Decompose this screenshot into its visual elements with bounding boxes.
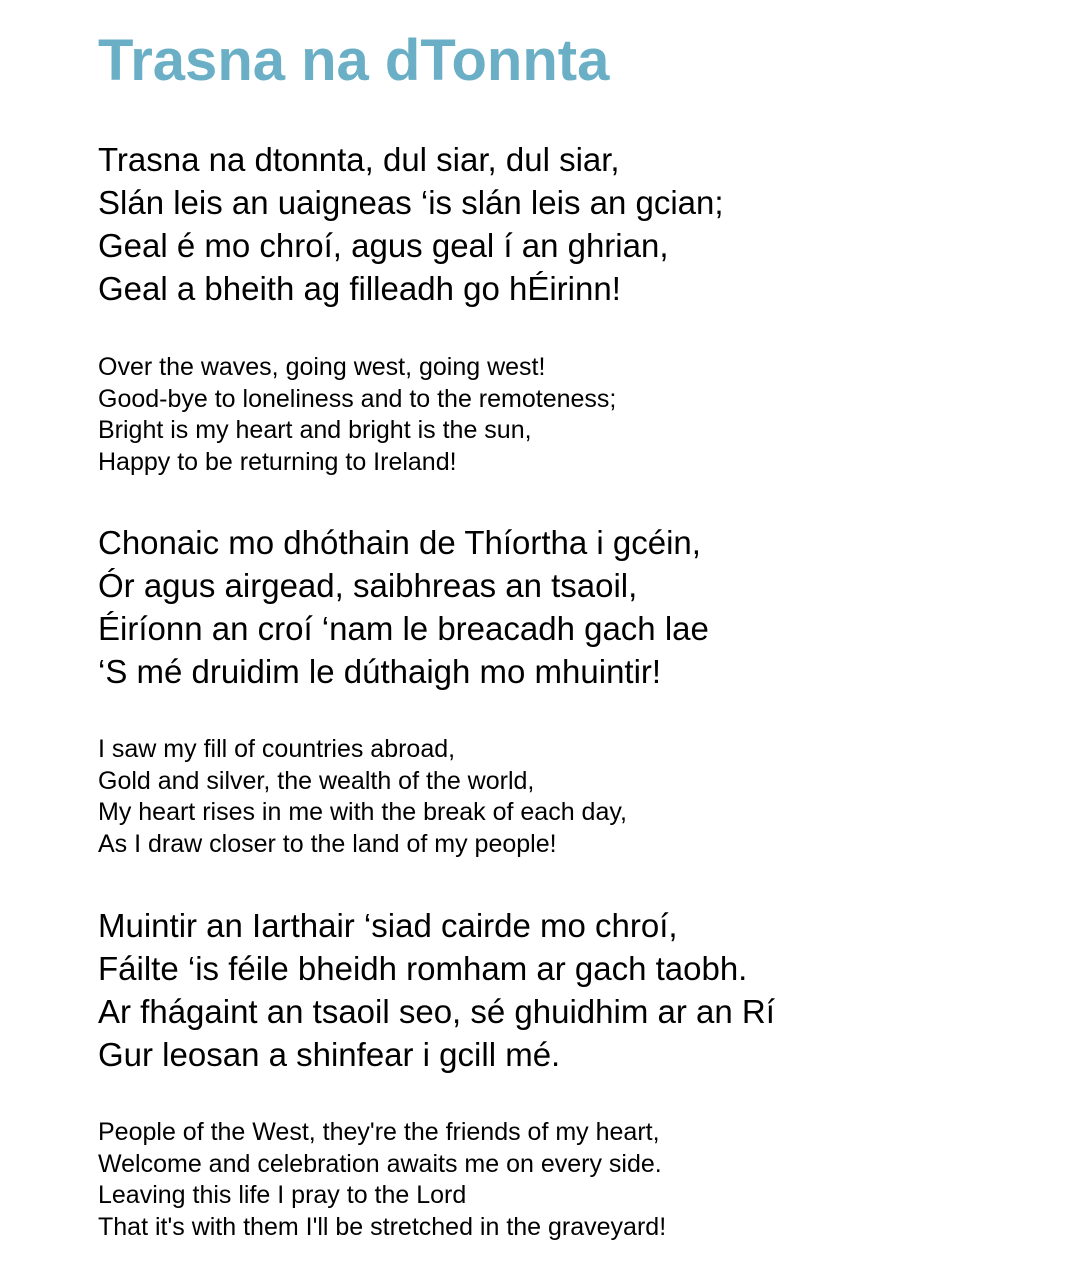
lyric-line: Ór agus airgead, saibhreas an tsaoil, (98, 567, 638, 604)
translation-line: Bright is my heart and bright is the sun, (98, 416, 532, 444)
lyric-line: Muintir an Iarthair ‘siad cairde mo chroí, (98, 907, 678, 944)
translation-line: Good-bye to loneliness and to the remoteness; (98, 384, 617, 413)
translation-line: Leaving this life I pray to the Lord (98, 1181, 467, 1209)
lyric-line: Éiríonn an croí ‘nam le breacadh gach lae (98, 610, 709, 647)
page-title: Trasna na dTonnta (98, 28, 610, 93)
lyric-line: Gur leosan a shinfear i gcill mé. (98, 1036, 561, 1073)
translation-line: Welcome and celebration awaits me on every side. (98, 1149, 662, 1178)
lyric-line: Fáilte ‘is féile bheidh romham ar gach taobh. (98, 950, 748, 987)
translation-line: That it's with them I'll be stretched in the graveyard! (98, 1212, 667, 1241)
lyric-line: Ar fhágaint an tsaoil seo, sé ghuidhim ar an Rí (98, 993, 775, 1030)
stanza-3-english (98, 1117, 666, 1243)
lyric-line: Slán leis an uaigneas ‘is slán leis an gcian; (98, 184, 724, 221)
lyric-line: ‘S mé druidim le dúthaigh mo mhuintir! (98, 653, 662, 690)
stanza-2-irish (98, 521, 709, 693)
lyric-line: Chonaic mo dhóthain de Thíortha i gcéin, (98, 524, 701, 561)
translation-line: I saw my fill of countries abroad, (98, 735, 456, 763)
stanza-3-irish (98, 904, 775, 1076)
translation-line: My heart rises in me with the break of each day, (98, 798, 627, 826)
translation-line: Gold and silver, the wealth of the world, (98, 766, 535, 795)
stanza-1-english (98, 352, 616, 478)
lyric-line: Trasna na dtonnta, dul siar, dul siar, (98, 141, 620, 178)
translation-line: Over the waves, going west, going west! (98, 353, 546, 381)
translation-line: As I draw closer to the land of my people! (98, 829, 557, 858)
stanza-2-english (98, 734, 627, 860)
lyric-line: Geal a bheith ag filleadh go hÉirinn! (98, 270, 621, 307)
translation-line: People of the West, they're the friends of my heart, (98, 1118, 660, 1146)
stanza-1-irish (98, 138, 724, 310)
translation-line: Happy to be returning to Ireland! (98, 447, 457, 476)
lyric-line: Geal é mo chroí, agus geal í an ghrian, (98, 227, 669, 264)
